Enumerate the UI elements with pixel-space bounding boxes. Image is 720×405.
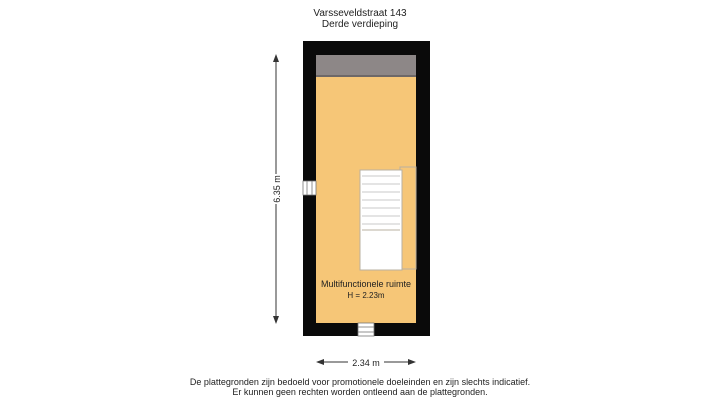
- floor-title: Derde verdieping: [321, 19, 399, 30]
- room-name: Multifunctionele ruimte: [320, 279, 412, 289]
- disclaimer-line-2: Er kunnen geen rechten worden ontleend aan de plattegronden.: [232, 387, 488, 397]
- window-left: [303, 181, 316, 195]
- window-bottom: [358, 323, 374, 336]
- roof-strip-edge: [316, 75, 416, 77]
- staircase: [360, 167, 416, 270]
- width-label: 2.34 m: [352, 358, 380, 368]
- address-title: Varsseveldstraat 143: [313, 8, 407, 19]
- width-dimension: [316, 357, 416, 369]
- height-label: 6.35 m: [272, 175, 282, 203]
- disclaimer-line-1: De plattegronden zijn bedoeld voor promotionele doeleinden en zijn slechts indicatief.: [189, 377, 531, 387]
- roof-strip: [316, 55, 416, 76]
- height-dimension: [270, 54, 282, 324]
- room-height: H = 2.23m: [347, 291, 385, 300]
